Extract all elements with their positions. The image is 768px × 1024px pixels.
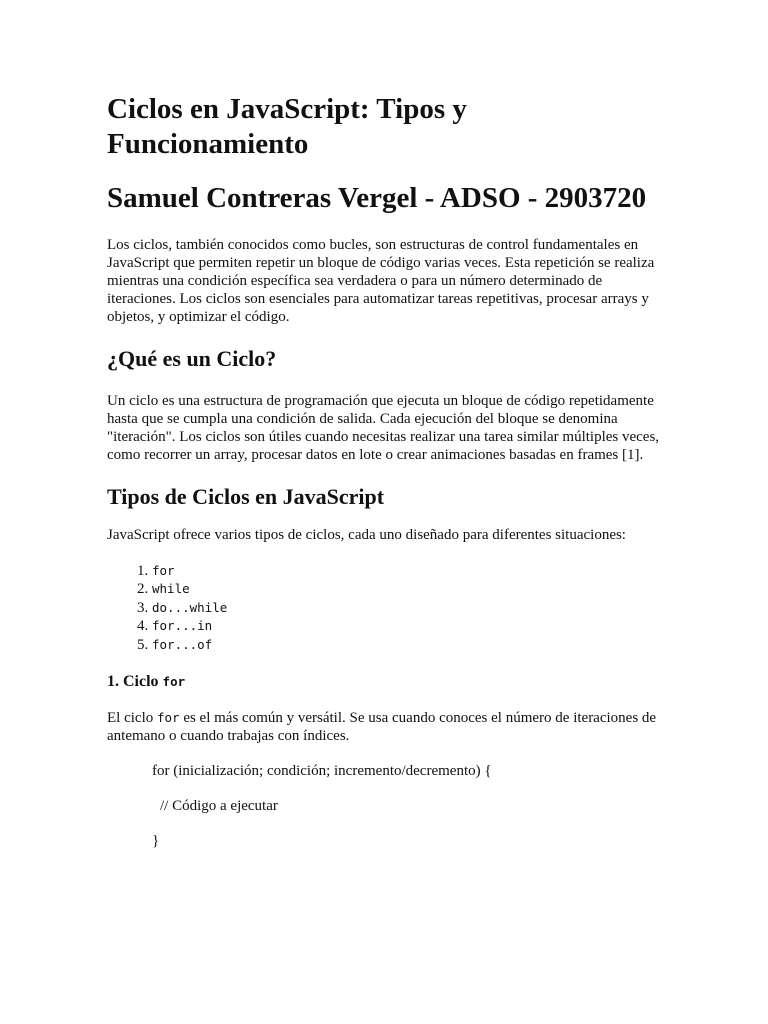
subsection-heading-code: for — [162, 674, 186, 690]
document-title: Ciclos en JavaScript: Tipos y Funcionamiento — [107, 93, 467, 160]
code-line: // Código a ejecutar — [160, 798, 278, 815]
list-item-code: for...of — [152, 636, 213, 652]
for-para-code: for — [156, 710, 180, 726]
for-loop-syntax-block — [107, 762, 667, 850]
subsection-heading-text: 1. Ciclo — [107, 673, 163, 691]
list-item — [152, 617, 667, 635]
code-line: for (inicialización; condición; incremento/decremento) { — [152, 763, 492, 780]
intro-paragraph: Los ciclos, también conocidos como bucles, son estructuras de control fundamentales en JavaScript que permiten repetir un bloque de código varias veces. Esta repetición se realiza mientras una condición específica sea verdadera o para un número determinado de iteraciones. Los ciclos son esenciales para automatizar tareas repetitivas, procesar arrays y objetos, y optimizar el código. — [107, 237, 655, 325]
list-item-code: while — [152, 581, 190, 597]
for-para-suffix: es el más común y versátil. Se usa cuando conoces el número de iteraciones de antemano o cuando trabajas con índices. — [107, 710, 657, 745]
section-heading-what-is-loop: ¿Qué es un Ciclo? — [107, 346, 277, 371]
list-item — [152, 562, 667, 580]
author-line: Samuel Contreras Vergel - ADSO - 2903720 — [107, 182, 647, 214]
for-para-prefix: El ciclo — [107, 710, 157, 727]
list-item-code: for...in — [152, 618, 213, 634]
section-heading-loop-types: Tipos de Ciclos en JavaScript — [107, 484, 385, 509]
document-page — [107, 92, 667, 850]
list-item — [152, 599, 667, 617]
subsection-heading-for-loop — [107, 672, 667, 692]
definition-paragraph: Un ciclo es una estructura de programación que ejecuta un bloque de código repetidamente hasta que se cumpla una condición de salida. Cada ejecución del bloque se denomina "iteración". Los ciclos son útiles cuando necesitas realizar una tarea similar múltiples veces, como recorrer un array, procesar datos en lote o crear animaciones basadas en frames [1]. — [107, 393, 660, 463]
loop-types-list — [107, 562, 667, 654]
list-item-code: do...while — [152, 599, 228, 615]
code-line: } — [152, 833, 160, 850]
list-item — [152, 580, 667, 598]
for-loop-paragraph — [107, 709, 667, 745]
loop-types-paragraph: JavaScript ofrece varios tipos de ciclos, cada uno diseñado para diferentes situaciones: — [107, 527, 626, 543]
list-item-code: for — [152, 563, 175, 578]
list-item — [152, 636, 667, 654]
